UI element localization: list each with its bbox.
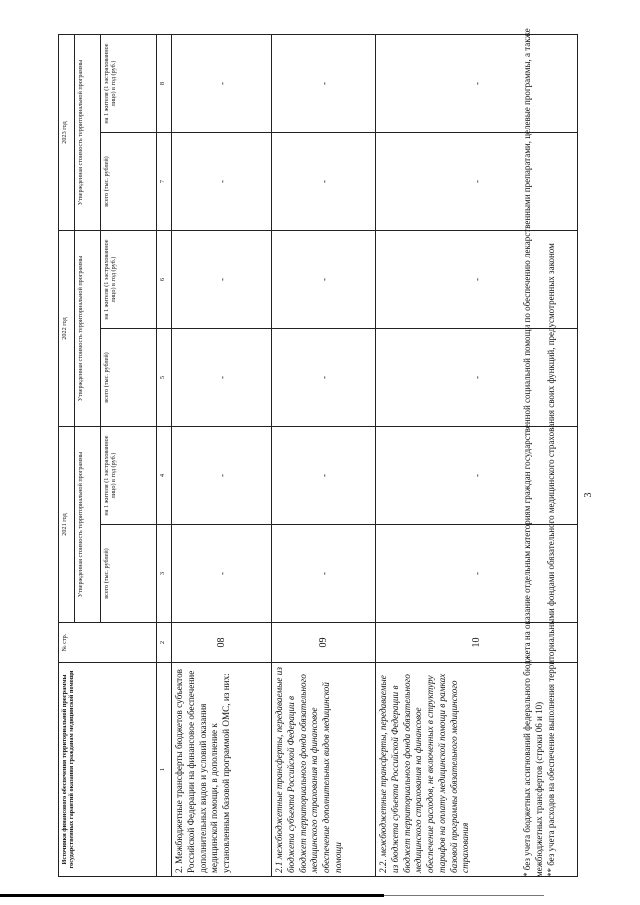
column-index: 6 bbox=[157, 231, 172, 329]
header-total-2022: всего (тыс. рублей) bbox=[101, 329, 157, 427]
page-number: 3 bbox=[583, 492, 594, 498]
column-index: 4 bbox=[157, 427, 172, 525]
cell-value: - bbox=[272, 525, 376, 623]
cell-value: - bbox=[172, 427, 272, 525]
column-index-row bbox=[157, 35, 172, 877]
header-year-2022: 2022 год bbox=[59, 231, 75, 427]
row-code: 08 bbox=[172, 623, 272, 663]
column-index: 3 bbox=[157, 525, 172, 623]
cell-value: - bbox=[272, 329, 376, 427]
cell-value: - bbox=[376, 427, 578, 525]
header-per-capita-2021: на 1 жителя (1 застрахованное лицо) в год (руб.) bbox=[101, 427, 157, 525]
row-code: 10 bbox=[376, 623, 578, 663]
header-total-2021: всего (тыс. рублей) bbox=[101, 525, 157, 623]
row-label: 2. Межбюджетные трансферты бюджетов субъектов Российской Федерации на финансовое обеспечение дополнительных видов и условий оказания медицинской помощи, в дополнение к установленным базовой программой ОМС, из них: bbox=[172, 663, 272, 877]
column-index: 8 bbox=[157, 35, 172, 133]
cell-value: - bbox=[172, 231, 272, 329]
cell-value: - bbox=[376, 525, 578, 623]
cell-value: - bbox=[172, 525, 272, 623]
financing-sources-table bbox=[58, 34, 578, 877]
header-row-years bbox=[59, 35, 75, 877]
header-year-2021: 2021 год bbox=[59, 427, 75, 623]
header-row-number: № стр. bbox=[59, 623, 157, 663]
footnote: ** без учета расходов на обеспечение выполнения территориальными фондами обязательного медицинского страхования своих функций, предусмотренных законом bbox=[545, 243, 556, 877]
cell-value: - bbox=[376, 133, 578, 231]
header-total-2023: всего (тыс. рублей) bbox=[101, 133, 157, 231]
header-source-column: Источники финансового обеспечения территориальной программы государственных гарантий оказания гражданам медицинской помощи bbox=[59, 663, 157, 877]
header-per-capita-2023: на 1 жителя (1 застрахованное лицо) в год (руб.) bbox=[101, 35, 157, 133]
column-index: 7 bbox=[157, 133, 172, 231]
cell-value: - bbox=[376, 329, 578, 427]
row-code: 09 bbox=[272, 623, 376, 663]
cell-value: - bbox=[172, 329, 272, 427]
cell-value: - bbox=[272, 427, 376, 525]
column-index: 2 bbox=[157, 623, 172, 663]
cell-value: - bbox=[172, 35, 272, 133]
header-approved-2022: Утвержденная стоимость территориальной программы bbox=[75, 231, 101, 427]
cell-value: - bbox=[172, 133, 272, 231]
header-approved-2021: Утвержденная стоимость территориальной программы bbox=[75, 427, 101, 623]
table-row bbox=[172, 35, 272, 877]
row-label: 2.1 межбюджетные трансферты, передаваемые из бюджета субъекта Российской Федерации в бюджет территориального фонда обязательного медицинского страхования на финансовое обеспечение дополнительных видов медицинской помощи bbox=[272, 663, 376, 877]
cell-value: - bbox=[376, 231, 578, 329]
footnote: * без учета бюджетных ассигнований федерального бюджета на оказание отдельным категориям граждан государственной социальной помощи по обеспечению лекарственными препаратами, целевые программы, а также межбюджетных трансфертов (строки 06 и 10) bbox=[522, 28, 544, 877]
column-index: 5 bbox=[157, 329, 172, 427]
header-year-2023: 2023 год bbox=[59, 35, 75, 231]
scan-edge-line bbox=[0, 894, 384, 897]
cell-value: - bbox=[376, 35, 578, 133]
header-per-capita-2022: на 1 жителя (1 застрахованное лицо) в год (руб.) bbox=[101, 231, 157, 329]
header-approved-2023: Утвержденная стоимость территориальной программы bbox=[75, 35, 101, 231]
cell-value: - bbox=[272, 231, 376, 329]
footnotes bbox=[522, 17, 558, 877]
cell-value: - bbox=[272, 133, 376, 231]
scan-edge-line bbox=[384, 895, 544, 896]
table-row bbox=[272, 35, 376, 877]
cell-value: - bbox=[272, 35, 376, 133]
column-index: 1 bbox=[157, 663, 172, 877]
row-label: 2.2. межбюджетные трансферты, передаваемые из бюджета субъекта Российской Федерации в бюджет территориального фонда обязательного медицинского страхования на финансовое обеспечение расходов, не включенных в структуру тарифов на оплату медицинской помощи в рамках базовой программы обязательного медицинского страхования bbox=[376, 663, 578, 877]
